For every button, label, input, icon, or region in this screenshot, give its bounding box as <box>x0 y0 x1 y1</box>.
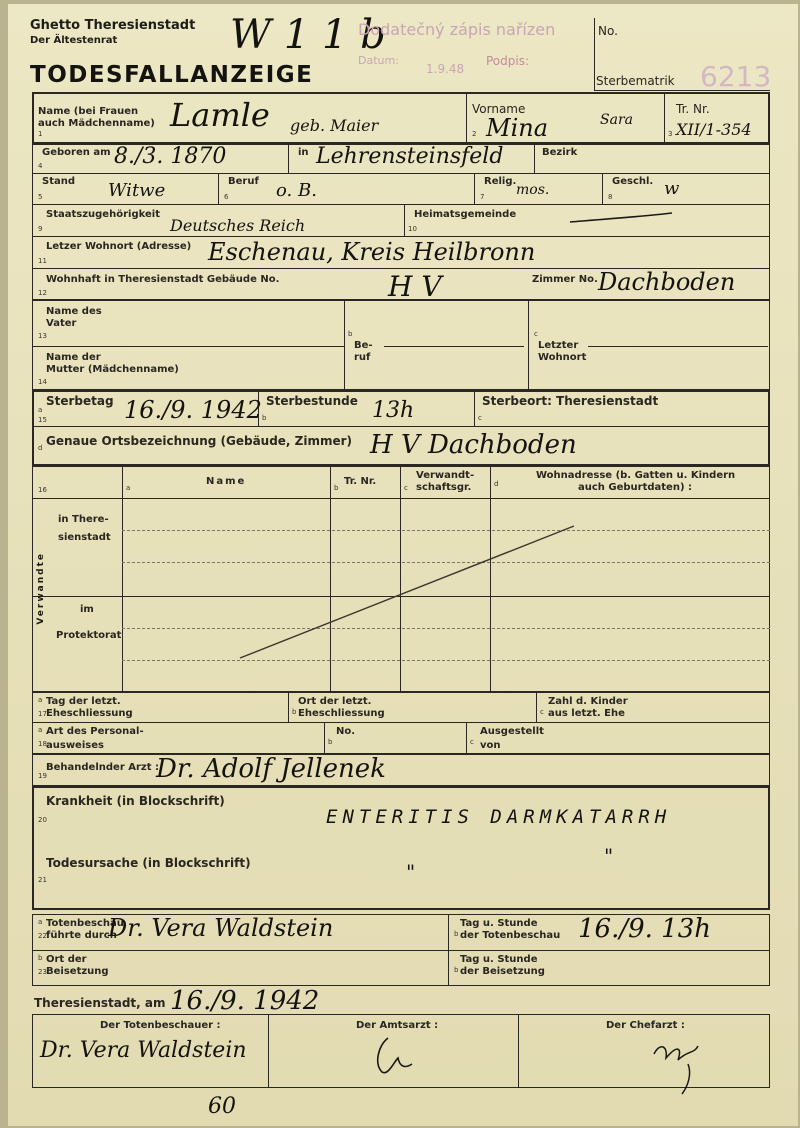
sterbestunde-label: Sterbestunde <box>266 394 358 408</box>
geschl-label: Geschl. <box>612 176 654 187</box>
org-line-1: Ghetto Theresienstadt <box>30 18 196 33</box>
trnr-label: Tr. Nr. <box>676 102 710 116</box>
ausweis-no-label: No. <box>336 726 356 737</box>
sterbematrik-value: 6213 <box>700 60 772 93</box>
mutter-label: Name der <box>46 352 101 363</box>
stamp-sign-label: Podpis: <box>486 54 530 68</box>
name-label-2: auch Mädchenname) <box>38 118 155 129</box>
sterbestunde-value: 13h <box>372 398 415 423</box>
beisetzung-ort-label-2: Beisetzung <box>46 966 109 977</box>
sterbetag-value: 16./9. 1942 <box>124 396 262 424</box>
in-there-label-2: sienstadt <box>58 532 111 543</box>
geboren-value: 8./3. 1870 <box>114 144 227 169</box>
kinder-label: Zahl d. Kinder <box>548 696 628 707</box>
name-label: Name (bei Frauen <box>38 106 139 117</box>
in-there-label: in There- <box>58 514 109 525</box>
eltern-wohnort-label: Letzter <box>538 340 579 351</box>
vorname-value: Mina <box>486 114 549 142</box>
sterbetag-label: Sterbetag <box>46 394 114 408</box>
name-maiden-value: geb. Maier <box>290 116 379 135</box>
relatives-trnr-header: Tr. Nr. <box>344 476 377 487</box>
relig-label: Relig. <box>484 176 517 187</box>
ehe-tag-label: Tag der letzt. <box>46 696 121 707</box>
relatives-verw-header-2: schaftsgr. <box>416 482 472 493</box>
todesursache-ditto: " <box>406 860 416 884</box>
sterbematrik-label: Sterbematrik <box>596 74 675 88</box>
stand-label: Stand <box>42 176 76 187</box>
totenbeschau-label-2: führte durch <box>46 930 117 941</box>
eltern-beruf-label: Be- <box>354 340 373 351</box>
totenbeschau-tag-label-2: der Totenbeschau <box>460 930 561 941</box>
wohnhaft-value: H V <box>388 270 442 303</box>
sig-amtsarzt-label: Der Amtsarzt : <box>356 1020 439 1031</box>
heimat-label: Heimatsgemeinde <box>414 209 517 220</box>
ausweis-von-label-2: von <box>480 740 501 751</box>
ortsbez-value: H V Dachboden <box>370 430 577 460</box>
stand-value: Witwe <box>108 180 166 201</box>
totenbeschau-tag-value: 16./9. 13h <box>578 914 712 944</box>
beisetzung-tag-label-2: der Beisetzung <box>460 966 545 977</box>
stamp-date-value: 1.9.48 <box>426 62 465 76</box>
zimmer-value: Dachboden <box>598 268 736 296</box>
vater-label: Name des <box>46 306 102 317</box>
totenbeschau-value: Dr. Vera Waldstein <box>108 914 334 942</box>
handwritten-top-code: W 1 1 b <box>230 12 386 58</box>
geschl-value: w <box>664 178 680 199</box>
ausweis-von-label: Ausgestellt <box>480 726 544 737</box>
stamp-date-label: Datum: <box>358 54 399 67</box>
relatives-wohn-header-2: auch Geburtdaten) : <box>578 482 693 493</box>
no-label: No. <box>598 24 618 38</box>
todesursache-label: Todesursache (in Blockschrift) <box>46 856 251 870</box>
eltern-beruf-label-2: ruf <box>354 352 371 363</box>
name-value: Lamle <box>170 96 270 134</box>
protektorat-label: Protektorat <box>56 630 122 641</box>
form-sheet: Ghetto Theresienstadt Der Ältestenrat TODESFALLANZEIGE W 1 1 b Dodatečný zápis nařízen Datum: 1.9.48 Podpis: No. Sterbematrik 6213 Name (bei Frauen auch Mädchenname) 1 Lamle geb. Maier Vorname 2 Mina Sara Tr. Nr. 3 XII/1-354 Geboren am 4 8./3. 1870 in Lehrensteinsfeld Bezirk Stand 5 Witwe Beruf 6 o. B. Relig. 7 mos. Geschl. 8 w Staatszugehörigkeit 9 Deutsches Reich Heimatsgemeinde 10 Letzer Wohnort (Adresse) 11 Eschenau, Kreis Heilbronn Wohnhaft in Theresienstadt Gebäude No. 12 H V Zimmer No. Dachboden Name des Vater 13 Name der Mutter (Mädchenname) 14 b Be- ruf c Letzter Wohnort Sterbetag a 15 16./9. 1942 Sterbestunde b 13h Sterbeort: Theresienstadt c d Genaue Ortsbezeichnung (Gebäude, Zimmer) H V Dachboden 16 a Name b Tr. Nr. c Verwandt- schaftsgr. d Wohnadresse (b. Gatten u. Kindern auch Geburtdaten) : Verwandte in There- sienstadt im Protektorat a Tag der letzt. 17 Eheschliessung b Ort der letzt. Eheschliessung c Zahl d. Kinder aus letzt. Ehe a Art des Personal- 18 ausweises b No. c Ausgestellt von Behandelnder Arzt : 19 Dr. Adolf Jellenek Krankheit (in Blockschrift) 20 ENTERITIS DARMKATARRH Todesursache (in Blockschrift) 21 " " a Totenbeschau 22 führte durch Dr. Vera Waldstein b Tag u. Stunde der Totenbeschau 16./9. 13h b Ort der 23 Beisetzung b Tag u. Stunde der Beisetzung Theresienstadt, am 16./9. 1942 Der Totenbeschauer : Dr. Vera Waldstein Der Amtsarzt : Der Chefarzt : 60 <box>8 4 798 1126</box>
todesursache-ditto-2: " <box>604 844 614 868</box>
org-line-2: Der Ältestenrat <box>30 35 118 46</box>
staats-label: Staatszugehörigkeit <box>46 209 160 220</box>
relatives-vertical-label: Verwandte <box>36 552 46 625</box>
zimmer-label: Zimmer No. <box>532 274 598 285</box>
vorname-label: Vorname <box>472 102 526 116</box>
ortsbez-label: Genaue Ortsbezeichnung (Gebäude, Zimmer) <box>46 434 353 448</box>
bottom-mark: 60 <box>208 1094 236 1119</box>
wohnort-label: Letzer Wohnort (Adresse) <box>46 241 192 252</box>
heimat-dash-stroke <box>568 210 678 226</box>
sig-chefarzt-label: Der Chefarzt : <box>606 1020 685 1031</box>
relatives-name-header: Name <box>206 476 247 487</box>
form-title: TODESFALLANZEIGE <box>30 62 314 88</box>
trnr-value: XII/1-354 <box>676 120 752 139</box>
relatives-wohn-header: Wohnadresse (b. Gatten u. Kindern <box>536 470 736 481</box>
sig-amtsarzt-scribble <box>368 1034 428 1078</box>
krankheit-label: Krankheit (in Blockschrift) <box>46 794 225 808</box>
sig-chefarzt-scribble <box>648 1024 728 1100</box>
kinder-label-2: aus letzt. Ehe <box>548 708 625 719</box>
krankheit-value: ENTERITIS DARMKATARRH <box>326 806 672 828</box>
vorname-value-2: Sara <box>600 112 633 128</box>
beruf-value: o. B. <box>276 180 317 201</box>
sig-totenbeschauer-label: Der Totenbeschauer : <box>100 1020 221 1031</box>
ehe-ort-label-2: Eheschliessung <box>298 708 385 719</box>
beisetzung-ort-label: Ort der <box>46 954 87 965</box>
wohnhaft-label: Wohnhaft in Theresienstadt Gebäude No. <box>46 274 280 285</box>
in-value: Lehrensteinsfeld <box>316 144 504 169</box>
geboren-label: Geboren am <box>42 147 111 158</box>
stamp-line-1: Dodatečný zápis nařízen <box>358 20 556 39</box>
in-label: in <box>298 147 309 158</box>
bezirk-label: Bezirk <box>542 147 578 158</box>
wohnort-value: Eschenau, Kreis Heilbronn <box>208 238 536 266</box>
vater-label-2: Vater <box>46 318 77 329</box>
ausweis-art-label: Art des Personal- <box>46 726 144 737</box>
relig-value: mos. <box>516 182 550 198</box>
sig-totenbeschauer-value: Dr. Vera Waldstein <box>40 1038 247 1063</box>
staats-value: Deutsches Reich <box>170 216 306 235</box>
beruf-label: Beruf <box>228 176 259 187</box>
beisetzung-tag-label: Tag u. Stunde <box>460 954 538 965</box>
sterbeort-label: Sterbeort: Theresienstadt <box>482 394 659 408</box>
totenbeschau-label: Totenbeschau <box>46 918 124 929</box>
relatives-strike-line <box>238 522 578 662</box>
totenbeschau-tag-label: Tag u. Stunde <box>460 918 538 929</box>
im-label: im <box>80 604 94 615</box>
ehe-tag-label-2: Eheschliessung <box>46 708 133 719</box>
eltern-wohnort-label-2: Wohnort <box>538 352 587 363</box>
ausweis-art-label-2: ausweises <box>46 740 104 751</box>
arzt-label: Behandelnder Arzt : <box>46 762 159 773</box>
place-date-value: 16./9. 1942 <box>170 986 320 1016</box>
place-date-label: Theresienstadt, am <box>34 996 166 1010</box>
ehe-ort-label: Ort der letzt. <box>298 696 372 707</box>
arzt-value: Dr. Adolf Jellenek <box>156 754 386 784</box>
relatives-verw-header: Verwandt- <box>416 470 475 481</box>
mutter-label-2: Mutter (Mädchenname) <box>46 364 179 375</box>
